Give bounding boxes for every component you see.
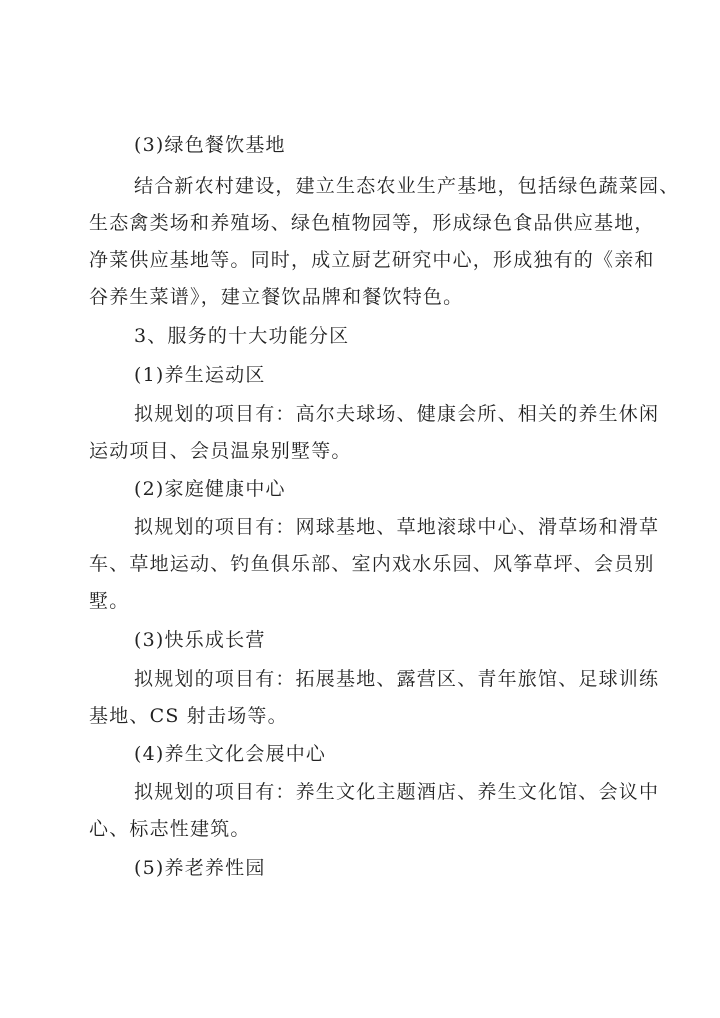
- section-heading-green-catering: (3)绿色餐饮基地: [134, 134, 286, 156]
- subheading-happy-growth: (3)快乐成长营: [134, 629, 266, 651]
- subheading-elderly-care: (5)养老养性园: [134, 857, 266, 879]
- paragraph-line: 生态禽类场和养殖场、绿色植物园等，形成绿色食品供应基地，: [89, 212, 655, 234]
- paragraph-line: 拟规划的项目有：养生文化主题酒店、养生文化馆、会议中: [134, 781, 660, 803]
- paragraph-line: 墅。: [89, 590, 130, 612]
- subheading-health-sports: (1)养生运动区: [134, 364, 266, 386]
- paragraph-line: 心、标志性建筑。: [89, 818, 251, 840]
- subheading-culture-exhibition: (4)养生文化会展中心: [134, 743, 327, 765]
- paragraph-line: 拟规划的项目有：网球基地、草地滚球中心、滑草场和滑草: [134, 516, 660, 538]
- paragraph-line: 车、草地运动、钓鱼俱乐部、室内戏水乐园、风筝草坪、会员别: [89, 553, 655, 575]
- paragraph-line: 拟规划的项目有：高尔夫球场、健康会所、相关的养生休闲: [134, 403, 660, 425]
- paragraph-line: 结合新农村建设，建立生态农业生产基地，包括绿色蔬菜园、: [134, 175, 680, 197]
- paragraph-line: 谷养生菜谱》，建立餐饮品牌和餐饮特色。: [89, 286, 464, 308]
- paragraph-line: 基地、CS 射击场等。: [89, 705, 288, 727]
- paragraph-line: 运动项目、会员温泉别墅等。: [89, 440, 352, 462]
- paragraph-line: 净菜供应基地等。同时，成立厨艺研究中心，形成独有的《亲和: [89, 249, 655, 271]
- section-heading-ten-zones: 3、服务的十大功能分区: [134, 325, 350, 347]
- paragraph-line: 拟规划的项目有：拓展基地、露营区、青年旅馆、足球训练: [134, 668, 660, 690]
- subheading-family-health: (2)家庭健康中心: [134, 478, 286, 500]
